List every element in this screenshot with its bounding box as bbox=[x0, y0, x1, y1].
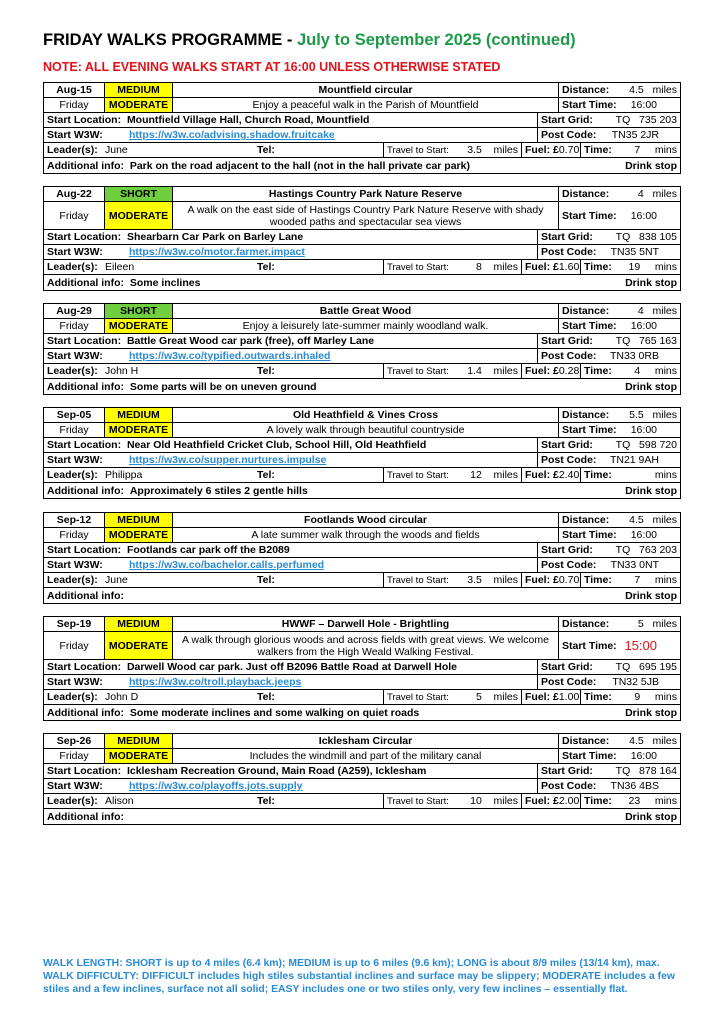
walk-start-time: Start Time: 16:00 bbox=[562, 424, 657, 436]
walk-name: Battle Great Wood bbox=[173, 304, 559, 318]
walk-travel: Travel to Start: 3.5 miles bbox=[384, 143, 522, 157]
walk-difficulty-legend: WALK DIFFICULTY: DIFFICULT includes high stiles substantial inclines and surface may be slippery; MODERATE includes a few stiles and a few inclines, surface not all solid; EASY includes one or two stiles only, very few inclines – essentially flat. bbox=[43, 971, 675, 995]
walk-leader: John H bbox=[105, 365, 139, 377]
walk-fuel: Fuel: £ 2.00 bbox=[522, 794, 581, 808]
title-main: FRIDAY WALKS PROGRAMME - bbox=[43, 31, 297, 49]
walk-post-code: Post Code: TN32 5JB bbox=[541, 676, 659, 688]
walk-start-location: Start Location: Mountfield Village Hall, Church Road, Mountfield bbox=[44, 113, 538, 127]
walk-w3w: Start W3W: https://w3w.co/advising.shadow.fruitcake bbox=[44, 128, 538, 142]
walk-post-code: Post Code: TN35 5NT bbox=[541, 246, 659, 258]
leader-label: Leader(s): bbox=[47, 795, 98, 807]
walk-leader-row bbox=[44, 260, 680, 275]
walk-leader-row bbox=[44, 468, 680, 483]
drink-stop: Drink stop bbox=[625, 380, 677, 393]
tel-label: Tel: bbox=[254, 468, 384, 482]
walk-leader: Alison bbox=[105, 795, 134, 807]
walk-leader-row bbox=[44, 143, 680, 158]
walk-name: Icklesham Circular bbox=[173, 734, 559, 748]
walk-w3w-row bbox=[44, 245, 680, 260]
walk-date: Aug-29 bbox=[44, 304, 105, 318]
walk-desc-row bbox=[44, 319, 680, 334]
walk-distance: Distance: 4 miles bbox=[562, 188, 677, 200]
walk-additional-info: Additional info: bbox=[47, 810, 124, 823]
walk-difficulty-badge: MODERATE bbox=[105, 202, 173, 229]
walk-date: Sep-12 bbox=[44, 513, 105, 527]
walk-start-time: Start Time: 16:00 bbox=[562, 750, 657, 762]
legend-footer bbox=[43, 957, 683, 996]
walk-start-grid: Start Grid: TQ 838 105 bbox=[541, 231, 677, 243]
w3w-link[interactable]: https://w3w.co/motor.farmer.impact bbox=[129, 246, 305, 258]
walk-post-code: Post Code: TN36 4BS bbox=[541, 780, 659, 792]
walk-start-grid: Start Grid: TQ 765 163 bbox=[541, 335, 677, 347]
walk-header-row bbox=[44, 617, 680, 632]
walk-additional-info: Additional info: Some moderate inclines and some walking on quiet roads bbox=[47, 706, 420, 719]
walk-day: Friday bbox=[44, 632, 105, 659]
walk-start-grid: Start Grid: TQ 735 203 bbox=[541, 114, 677, 126]
walk-difficulty-badge: MODERATE bbox=[105, 319, 173, 333]
walk-travel: Travel to Start: 8 miles bbox=[384, 260, 522, 274]
walk-desc-row bbox=[44, 632, 680, 660]
walk-travel-time: Time: 23 mins bbox=[584, 795, 677, 807]
walk-card bbox=[43, 303, 681, 395]
walk-travel-time: Time: 9 mins bbox=[584, 691, 677, 703]
walk-difficulty-badge: MODERATE bbox=[105, 749, 173, 763]
walk-fuel: Fuel: £ 1.60 bbox=[522, 260, 581, 274]
walk-description: Enjoy a peaceful walk in the Parish of Mountfield bbox=[173, 98, 559, 112]
walk-name: HWWF – Darwell Hole - Brightling bbox=[173, 617, 559, 631]
walk-post-code: Post Code: TN21 9AH bbox=[541, 454, 659, 466]
walk-start-time: Start Time: 16:00 bbox=[562, 529, 657, 541]
walk-additional-info: Additional info: Park on the road adjacent to the hall (not in the hall private car park) bbox=[47, 159, 470, 172]
walk-fuel: Fuel: £ 0.70 bbox=[522, 143, 581, 157]
walk-desc-row bbox=[44, 202, 680, 230]
walk-fuel: Fuel: £ 0.70 bbox=[522, 573, 581, 587]
tel-label: Tel: bbox=[254, 364, 384, 378]
walk-day: Friday bbox=[44, 319, 105, 333]
walk-desc-row bbox=[44, 423, 680, 438]
walk-travel: Travel to Start: 12 miles bbox=[384, 468, 522, 482]
leader-label: Leader(s): bbox=[47, 469, 98, 481]
walk-w3w: Start W3W: https://w3w.co/typified.outwards.inhaled bbox=[44, 349, 538, 363]
walk-description: Includes the windmill and part of the military canal bbox=[173, 749, 559, 763]
walk-description: A lovely walk through beautiful countryside bbox=[173, 423, 559, 437]
walk-leader: John D bbox=[105, 691, 139, 703]
walk-additional-row bbox=[44, 809, 680, 824]
walk-leader-row bbox=[44, 690, 680, 705]
walk-description: A late summer walk through the woods and fields bbox=[173, 528, 559, 542]
walk-location-row bbox=[44, 543, 680, 558]
walk-additional-info: Additional info: Some parts will be on uneven ground bbox=[47, 380, 317, 393]
walk-fuel: Fuel: £ 2.40 bbox=[522, 468, 581, 482]
walk-location-row bbox=[44, 334, 680, 349]
walk-description: A walk through glorious woods and across fields with great views. We welcome walkers from the High Weald Walking Festival. bbox=[173, 632, 559, 659]
walk-length-badge: MEDIUM bbox=[105, 617, 173, 631]
walk-desc-row bbox=[44, 749, 680, 764]
walk-header-row bbox=[44, 83, 680, 98]
walk-w3w-row bbox=[44, 128, 680, 143]
walk-length-badge: SHORT bbox=[105, 304, 173, 318]
walk-additional-info: Additional info: Some inclines bbox=[47, 276, 201, 289]
walk-length-badge: MEDIUM bbox=[105, 734, 173, 748]
walk-start-grid: Start Grid: TQ 878 164 bbox=[541, 765, 677, 777]
walk-start-time: Start Time: 16:00 bbox=[562, 99, 657, 111]
walk-additional-row bbox=[44, 483, 680, 498]
walk-travel: Travel to Start: 3.5 miles bbox=[384, 573, 522, 587]
walk-distance: Distance: 4.5 miles bbox=[562, 84, 677, 96]
walk-distance: Distance: 5.5 miles bbox=[562, 409, 677, 421]
page-title bbox=[43, 31, 576, 50]
walk-name: Hastings Country Park Nature Reserve bbox=[173, 187, 559, 201]
walk-start-location: Start Location: Shearbarn Car Park on Barley Lane bbox=[44, 230, 538, 244]
walk-card bbox=[43, 733, 681, 825]
walk-additional-row bbox=[44, 275, 680, 290]
walk-leader: Philippa bbox=[105, 469, 143, 481]
walk-start-grid: Start Grid: TQ 598 720 bbox=[541, 439, 677, 451]
drink-stop: Drink stop bbox=[625, 484, 677, 497]
walk-length-badge: MEDIUM bbox=[105, 513, 173, 527]
leader-label: Leader(s): bbox=[47, 574, 98, 586]
walk-distance: Distance: 4.5 miles bbox=[562, 735, 677, 747]
w3w-link[interactable]: https://w3w.co/typified.outwards.inhaled bbox=[129, 350, 331, 362]
walk-date: Aug-15 bbox=[44, 83, 105, 97]
walk-card bbox=[43, 186, 681, 291]
walk-leader: June bbox=[105, 574, 128, 586]
walk-location-row bbox=[44, 230, 680, 245]
walk-fuel: Fuel: £ 1.00 bbox=[522, 690, 581, 704]
walk-difficulty-badge: MODERATE bbox=[105, 98, 173, 112]
walk-leader-row bbox=[44, 364, 680, 379]
walk-location-row bbox=[44, 764, 680, 779]
walk-length-legend: WALK LENGTH: SHORT is up to 4 miles (6.4 km); MEDIUM is up to 6 miles (9.6 km); LONG is about 8/9 miles (13/14 km), max. bbox=[43, 958, 660, 969]
walk-location-row bbox=[44, 438, 680, 453]
walk-day: Friday bbox=[44, 423, 105, 437]
walk-additional-row bbox=[44, 158, 680, 173]
walk-travel: Travel to Start: 5 miles bbox=[384, 690, 522, 704]
walk-day: Friday bbox=[44, 749, 105, 763]
walk-length-badge: MEDIUM bbox=[105, 83, 173, 97]
walk-name: Mountfield circular bbox=[173, 83, 559, 97]
walk-length-badge: SHORT bbox=[105, 187, 173, 201]
walk-additional-row bbox=[44, 588, 680, 603]
tel-label: Tel: bbox=[254, 794, 384, 808]
tel-label: Tel: bbox=[254, 573, 384, 587]
drink-stop: Drink stop bbox=[625, 159, 677, 172]
walk-description: Enjoy a leisurely late-summer mainly woodland walk. bbox=[173, 319, 559, 333]
drink-stop: Drink stop bbox=[625, 706, 677, 719]
walk-travel: Travel to Start: 1.4 miles bbox=[384, 364, 522, 378]
walk-leader: Eileen bbox=[105, 261, 135, 273]
walk-start-location: Start Location: Footlands car park off the B2089 bbox=[44, 543, 538, 557]
walk-difficulty-badge: MODERATE bbox=[105, 632, 173, 659]
walk-additional-row bbox=[44, 705, 680, 720]
walk-w3w: Start W3W: https://w3w.co/supper.nurtures.impulse bbox=[44, 453, 538, 467]
walk-start-location: Start Location: Battle Great Wood car park (free), off Marley Lane bbox=[44, 334, 538, 348]
walk-difficulty-badge: MODERATE bbox=[105, 423, 173, 437]
walk-w3w-row bbox=[44, 349, 680, 364]
leader-label: Leader(s): bbox=[47, 144, 98, 156]
walk-w3w: Start W3W: https://w3w.co/motor.farmer.impact bbox=[44, 245, 538, 259]
walk-length-badge: MEDIUM bbox=[105, 408, 173, 422]
leader-label: Leader(s): bbox=[47, 261, 98, 273]
walk-post-code: Post Code: TN35 2JR bbox=[541, 129, 659, 141]
drink-stop: Drink stop bbox=[625, 589, 677, 602]
walk-card bbox=[43, 407, 681, 499]
w3w-link[interactable]: https://w3w.co/playoffs.jots.supply bbox=[129, 780, 303, 792]
walk-start-location: Start Location: Near Old Heathfield Cricket Club, School Hill, Old Heathfield bbox=[44, 438, 538, 452]
walk-fuel: Fuel: £ 0.28 bbox=[522, 364, 581, 378]
walk-start-grid: Start Grid: TQ 763 203 bbox=[541, 544, 677, 556]
walk-date: Aug-22 bbox=[44, 187, 105, 201]
leader-label: Leader(s): bbox=[47, 691, 98, 703]
w3w-link[interactable]: https://w3w.co/advising.shadow.fruitcake bbox=[129, 129, 335, 141]
walk-w3w: Start W3W: https://w3w.co/bachelor.calls.perfumed bbox=[44, 558, 538, 572]
walk-header-row bbox=[44, 734, 680, 749]
walk-desc-row bbox=[44, 98, 680, 113]
walk-post-code: Post Code: TN33 0RB bbox=[541, 350, 659, 362]
walk-location-row bbox=[44, 660, 680, 675]
walk-start-time: Start Time: 15:00 bbox=[562, 638, 657, 653]
walk-travel-time: Time: 7 mins bbox=[584, 144, 677, 156]
walk-travel-time: Time: 19 mins bbox=[584, 261, 677, 273]
start-time-note: NOTE: ALL EVENING WALKS START AT 16:00 UNLESS OTHERWISE STATED bbox=[43, 60, 501, 74]
walk-date: Sep-05 bbox=[44, 408, 105, 422]
walk-leader: June bbox=[105, 144, 128, 156]
walk-travel-time: Time: 4 mins bbox=[584, 365, 677, 377]
walk-w3w: Start W3W: https://w3w.co/playoffs.jots.supply bbox=[44, 779, 538, 793]
walk-additional-info: Additional info: Approximately 6 stiles 2 gentle hills bbox=[47, 484, 308, 497]
tel-label: Tel: bbox=[254, 690, 384, 704]
walk-additional-row bbox=[44, 379, 680, 394]
walk-header-row bbox=[44, 304, 680, 319]
walk-difficulty-badge: MODERATE bbox=[105, 528, 173, 542]
walk-w3w-row bbox=[44, 453, 680, 468]
walk-w3w-row bbox=[44, 558, 680, 573]
walk-start-grid: Start Grid: TQ 695 195 bbox=[541, 661, 677, 673]
walk-distance: Distance: 5 miles bbox=[562, 618, 677, 630]
walk-distance: Distance: 4 miles bbox=[562, 305, 677, 317]
walk-header-row bbox=[44, 187, 680, 202]
walk-name: Old Heathfield & Vines Cross bbox=[173, 408, 559, 422]
tel-label: Tel: bbox=[254, 143, 384, 157]
walk-start-time: Start Time: 16:00 bbox=[562, 320, 657, 332]
walk-header-row bbox=[44, 513, 680, 528]
walk-w3w: Start W3W: https://w3w.co/troll.playback.jeeps bbox=[44, 675, 538, 689]
walk-description: A walk on the east side of Hastings Country Park Nature Reserve with shady wooded paths and spectacular sea views bbox=[173, 202, 559, 229]
walk-location-row bbox=[44, 113, 680, 128]
walk-day: Friday bbox=[44, 98, 105, 112]
walk-leader-row bbox=[44, 794, 680, 809]
w3w-link[interactable]: https://w3w.co/troll.playback.jeeps bbox=[129, 676, 302, 688]
walk-start-location: Start Location: Icklesham Recreation Ground, Main Road (A259), Icklesham bbox=[44, 764, 538, 778]
walk-card bbox=[43, 82, 681, 174]
drink-stop: Drink stop bbox=[625, 276, 677, 289]
walk-date: Sep-19 bbox=[44, 617, 105, 631]
walk-w3w-row bbox=[44, 779, 680, 794]
walk-additional-info: Additional info: bbox=[47, 589, 124, 602]
walk-post-code: Post Code: TN33 0NT bbox=[541, 559, 659, 571]
w3w-link[interactable]: https://w3w.co/supper.nurtures.impulse bbox=[129, 454, 327, 466]
walk-header-row bbox=[44, 408, 680, 423]
walk-travel: Travel to Start: 10 miles bbox=[384, 794, 522, 808]
drink-stop: Drink stop bbox=[625, 810, 677, 823]
leader-label: Leader(s): bbox=[47, 365, 98, 377]
walk-leader-row bbox=[44, 573, 680, 588]
walk-start-location: Start Location: Darwell Wood car park. Just off B2096 Battle Road at Darwell Hole bbox=[44, 660, 538, 674]
walk-start-time: Start Time: 16:00 bbox=[562, 209, 657, 222]
walk-travel-time: Time: mins bbox=[584, 469, 677, 481]
walk-date: Sep-26 bbox=[44, 734, 105, 748]
tel-label: Tel: bbox=[254, 260, 384, 274]
walk-desc-row bbox=[44, 528, 680, 543]
walk-distance: Distance: 4.5 miles bbox=[562, 514, 677, 526]
walk-travel-time: Time: 7 mins bbox=[584, 574, 677, 586]
walk-day: Friday bbox=[44, 202, 105, 229]
walk-w3w-row bbox=[44, 675, 680, 690]
walk-card bbox=[43, 512, 681, 604]
title-dates: July to September 2025 (continued) bbox=[296, 31, 576, 49]
walk-name: Footlands Wood circular bbox=[173, 513, 559, 527]
w3w-link[interactable]: https://w3w.co/bachelor.calls.perfumed bbox=[129, 559, 325, 571]
walk-card bbox=[43, 616, 681, 721]
walk-day: Friday bbox=[44, 528, 105, 542]
